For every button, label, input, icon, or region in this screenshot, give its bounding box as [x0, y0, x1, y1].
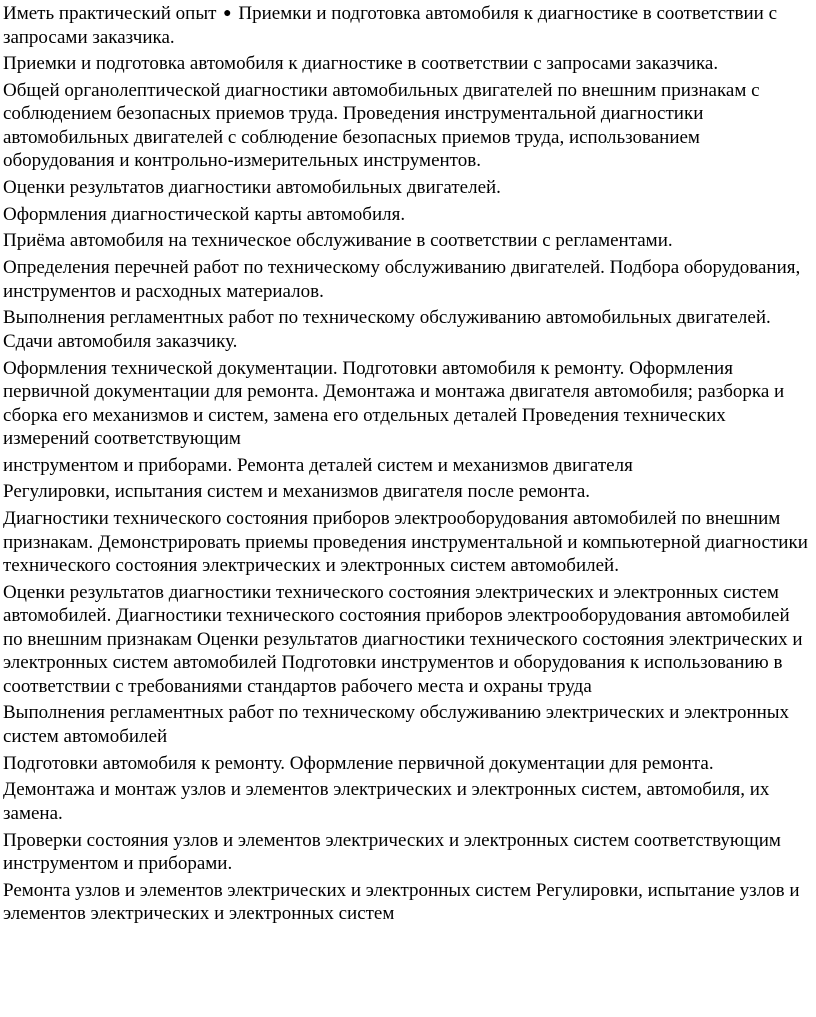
paragraph: Определения перечней работ по техническому обслуживанию двигателей. Подбора оборудования, инструментов и расходных материалов.	[3, 257, 801, 302]
practical-experience-label: Иметь практический опыт	[3, 3, 217, 24]
paragraph: Регулировки, испытания систем и механизмов двигателя после ремонта.	[3, 481, 591, 503]
paragraph: Оформления диагностической карты автомобиля.	[3, 203, 406, 225]
paragraph: Диагностики технического состояния приборов электрооборудования автомобилей по внешним признакам. Демонстрировать приемы проведения инструментальной и компьютерной диагностики технического состояния электрических и электронных систем автомобилей.	[3, 508, 808, 577]
bullet-icon: ●	[223, 6, 232, 21]
paragraph: инструментом и приборами. Ремонта деталей систем и механизмов двигателя	[3, 454, 633, 476]
paragraph: Приёма автомобиля на техническое обслуживание в соответствии с регламентами.	[3, 230, 673, 252]
intro-text: Приемки и подготовка автомобиля к диагностике в соответствии с запросами заказчика.	[3, 3, 778, 48]
paragraph: Оценки результатов диагностики технического состояния электрических и электронных систем автомобилей. Диагностики технического состояния приборов электрооборудования автомобилей по внешним признакам Оценки результатов диагностики технического состояния электрических и электронных систем автомобилей Подготовки инструментов и оборудования к использованию в соответствии с требованиями стандартов рабочего места и охраны труда	[3, 581, 803, 697]
paragraph: Выполнения регламентных работ по техническому обслуживанию автомобильных двигателей. Сдачи автомобиля заказчику.	[3, 307, 771, 352]
paragraph: Проверки состояния узлов и элементов электрических и электронных систем соответствующим инструментом и приборами.	[3, 829, 781, 874]
paragraph: Общей органолептической диагностики автомобильных двигателей по внешним признакам с соблюдением безопасных приемов труда. Проведения инструментальной диагностики автомобильных двигателей с соблюдение безопасных приемов труда, использованием оборудования и контрольно-измерительных инструментов.	[3, 79, 760, 172]
paragraph: Оценки результатов диагностики автомобильных двигателей.	[3, 177, 501, 199]
paragraph: Приемки и подготовка автомобиля к диагностике в соответствии с запросами заказчика.	[3, 53, 719, 75]
paragraph: Выполнения регламентных работ по техническому обслуживанию электрических и электронных систем автомобилей	[3, 702, 790, 747]
paragraph: Подготовки автомобиля к ремонту. Оформление первичной документации для ремонта.	[3, 752, 714, 774]
paragraph: Ремонта узлов и элементов электрических и электронных систем Регулировки, испытание узлов и элементов электрических и электронных систем	[3, 879, 800, 925]
paragraph-intro	[3, 2, 812, 49]
paragraph: Демонтажа и монтаж узлов и элементов электрических и электронных систем, автомобиля, их замена.	[3, 779, 770, 824]
paragraph: Оформления технической документации. Подготовки автомобиля к ремонту. Оформления первичной документации для ремонта. Демонтажа и монтажа двигателя автомобиля; разборка и сборка его механизмов и систем, замена его отдельных деталей Проведения технических измерений соответствующим	[3, 357, 785, 449]
